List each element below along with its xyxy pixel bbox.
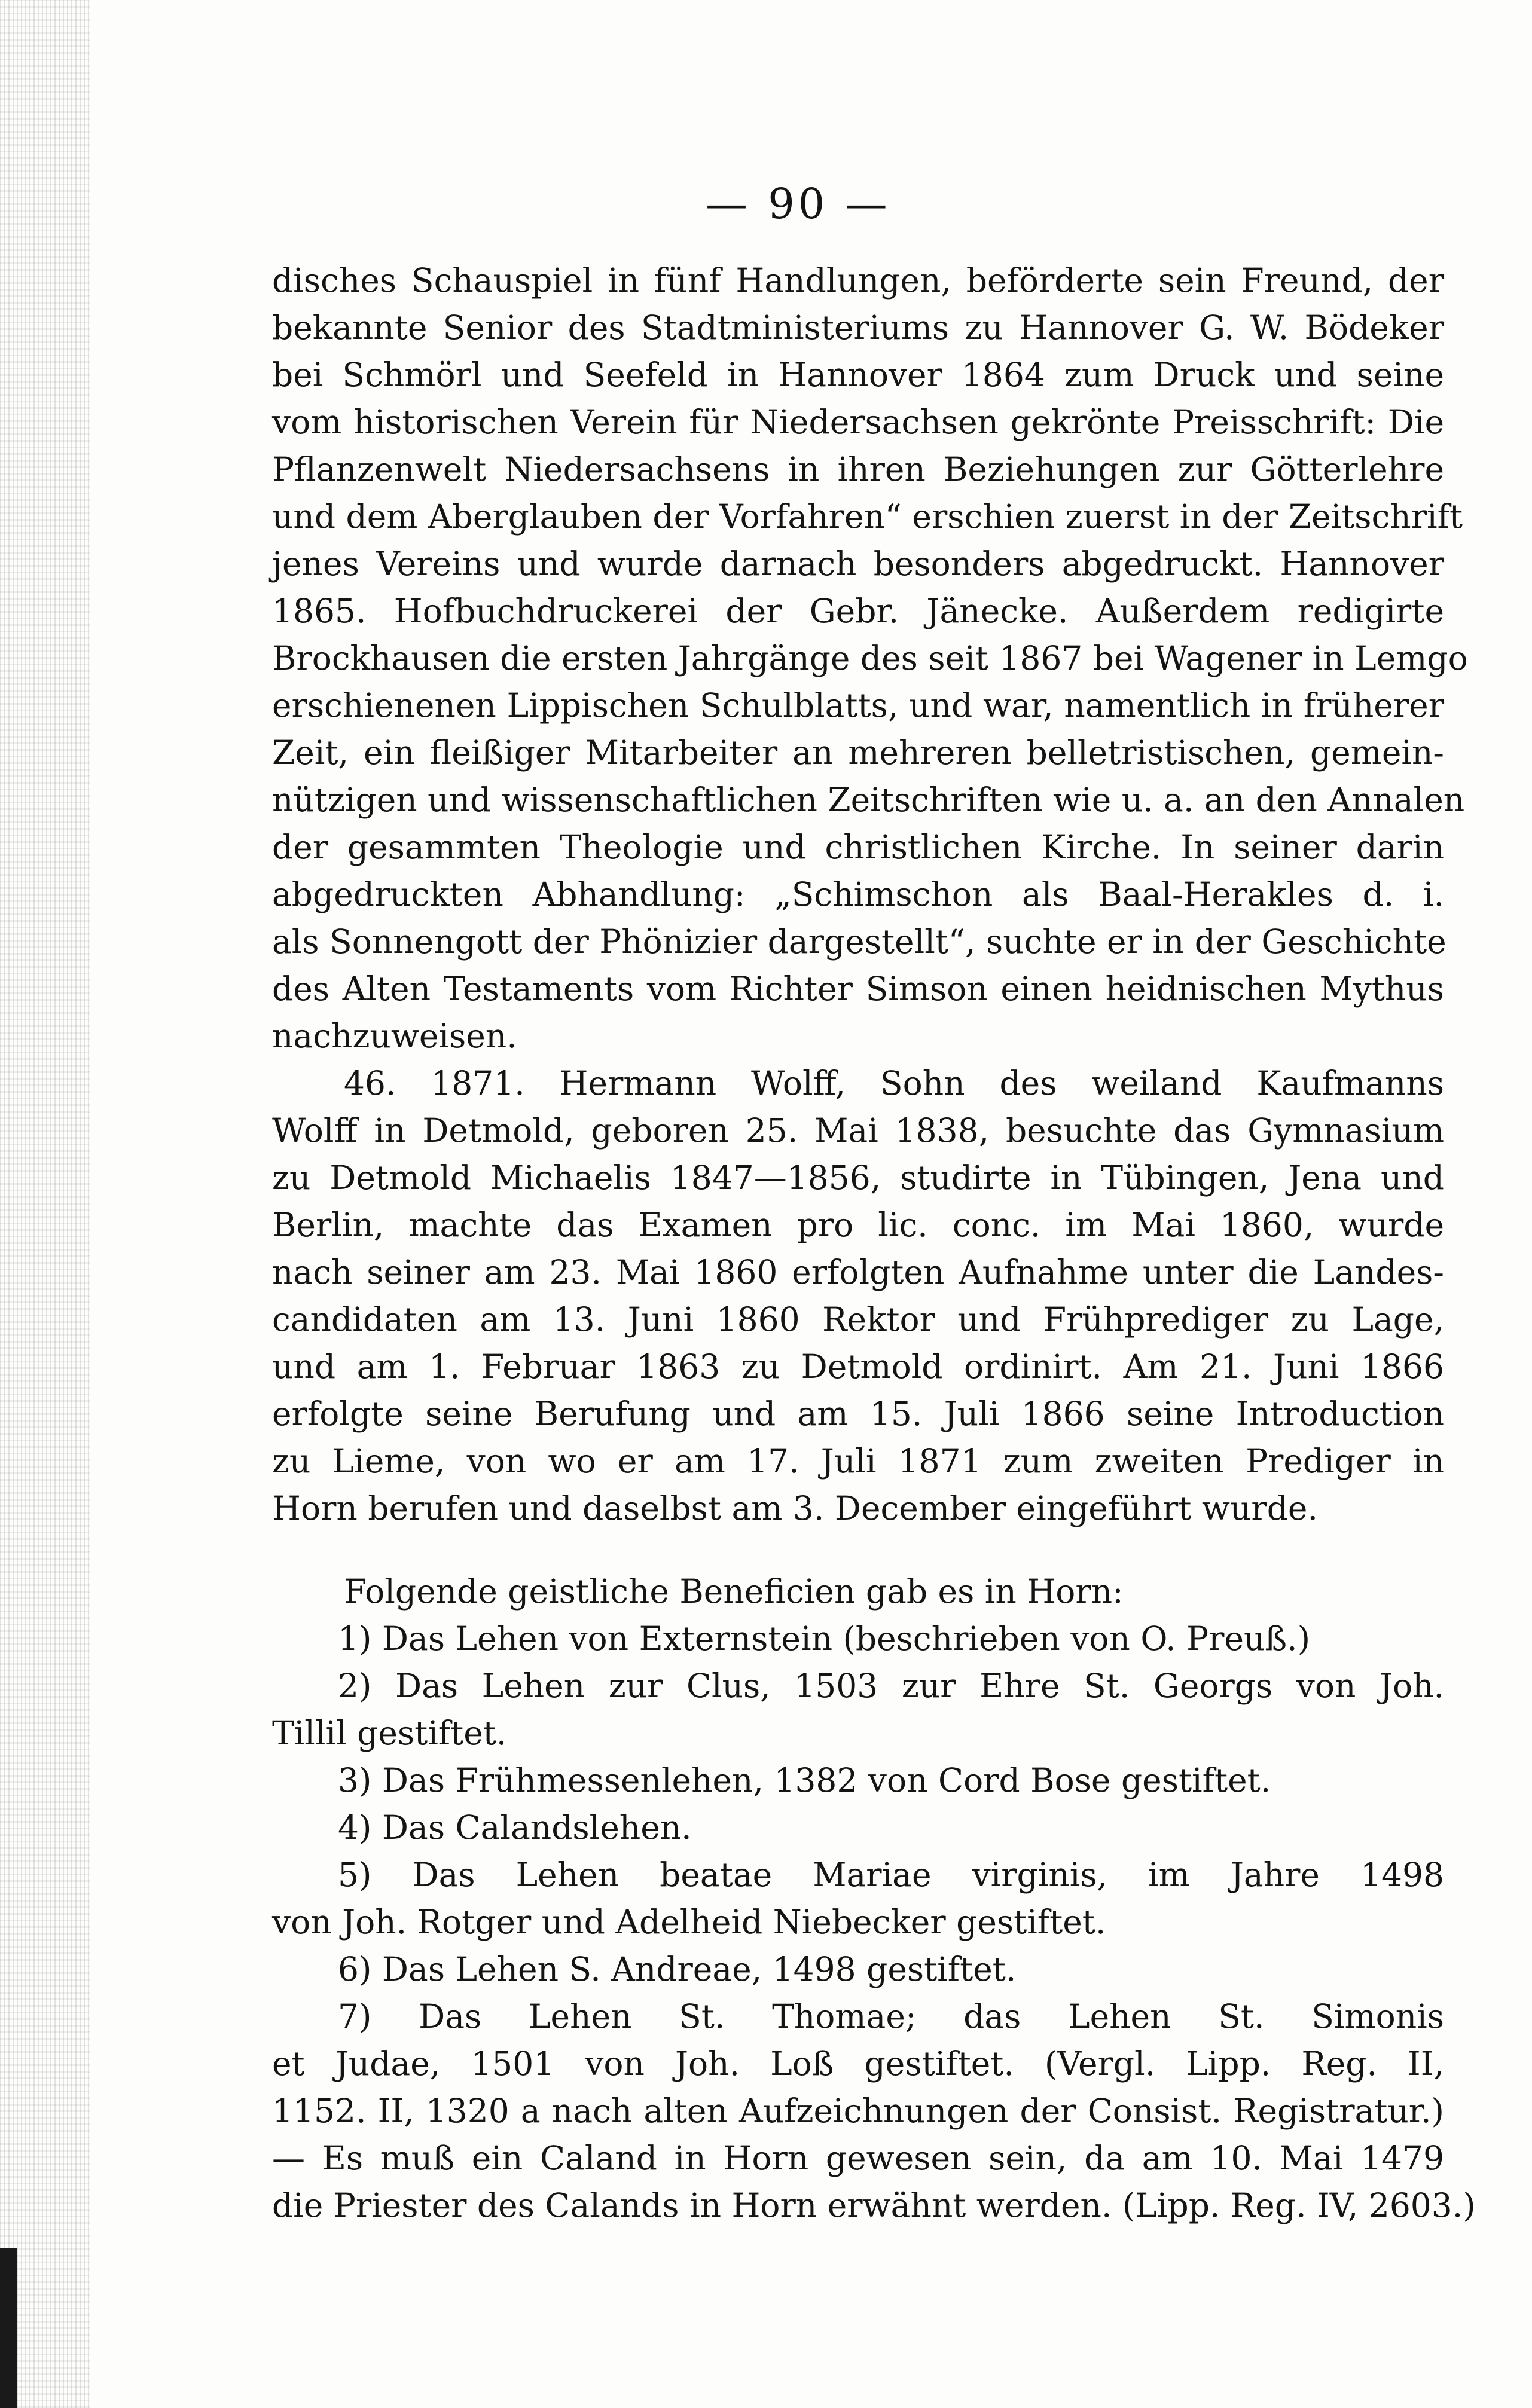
list-item: 7) Das Lehen St. Thomae; das Lehen St. Simonis: [338, 1997, 1444, 2036]
text-line: erschienenen Lippischen Schulblatts, und war, namentlich in früherer: [272, 686, 1444, 725]
list-item: 1) Das Lehen von Externstein (beschrieben von O. Preuß.): [338, 1619, 1311, 1658]
text-line: disches Schauspiel in fünf Handlungen, beförderte sein Freund, der: [272, 261, 1444, 300]
list-item-continuation: Tillil gestiftet.: [272, 1714, 507, 1752]
text-line: bekannte Senior des Stadtministeriums zu Hannover G. W. Bödeker: [272, 308, 1444, 347]
text-line: candidaten am 13. Juni 1860 Rektor und Frühprediger zu Lage,: [272, 1300, 1444, 1339]
list-item: 3) Das Frühmessenlehen, 1382 von Cord Bose gestiftet.: [338, 1761, 1271, 1799]
text-line: — Es muß ein Caland in Horn gewesen sein, da am 10. Mai 1479: [272, 2139, 1444, 2177]
text-line: Berlin, machte das Examen pro lic. conc. im Mai 1860, wurde: [272, 1206, 1444, 1244]
text-line: Pflanzenwelt Niedersachsens in ihren Beziehungen zur Götterlehre: [272, 450, 1444, 488]
page-number: — 90 —: [706, 179, 891, 228]
list-item: 6) Das Lehen S. Andreae, 1498 gestiftet.: [338, 1950, 1017, 1988]
entry-heading-line: 46. 1871. Hermann Wolff, Sohn des weiland Kaufmanns: [344, 1064, 1444, 1102]
text-line: die Priester des Calands in Horn erwähnt werden. (Lipp. Reg. IV, 2603.): [272, 2186, 1476, 2224]
text-line: des Alten Testaments vom Richter Simson einen heidnischen Mythus: [272, 970, 1444, 1008]
page-text: [272, 257, 1476, 2229]
list-item: 2) Das Lehen zur Clus, 1503 zur Ehre St. Georgs von Joh.: [338, 1667, 1444, 1705]
text-line: und dem Aberglauben der Vorfahren“ erschien zuerst in der Zeitschrift: [272, 497, 1463, 536]
text-line: erfolgte seine Berufung und am 15. Juli 1866 seine Introduction: [272, 1395, 1444, 1433]
text-line: vom historischen Verein für Niedersachsen gekrönte Preisschrift: Die: [272, 403, 1444, 441]
text-line: Wolff in Detmold, geboren 25. Mai 1838, besuchte das Gymnasium: [272, 1111, 1444, 1150]
text-line: nachzuweisen.: [272, 1017, 517, 1055]
text-line: zu Detmold Michaelis 1847—1856, studirte in Tübingen, Jena und: [272, 1159, 1444, 1197]
text-line: jenes Vereins und wurde darnach besonders abgedruckt. Hannover: [272, 545, 1444, 583]
text-line: der gesammten Theologie und christlichen Kirche. In seiner darin: [272, 828, 1444, 866]
text-line: und am 1. Februar 1863 zu Detmold ordinirt. Am 21. Juni 1866: [272, 1347, 1444, 1386]
scan-edge: [0, 2248, 17, 2408]
scan-gutter: [0, 0, 90, 2408]
list-item-continuation: von Joh. Rotger und Adelheid Niebecker gestiftet.: [272, 1903, 1106, 1941]
text-line: als Sonnengott der Phönizier dargestellt“, suchte er in der Geschichte: [272, 922, 1446, 961]
text-line: 1865. Hofbuchdruckerei der Gebr. Jänecke. Außerdem redigirte: [272, 592, 1444, 630]
text-line: Horn berufen und daselbst am 3. December eingeführt wurde.: [272, 1489, 1318, 1527]
text-line: nach seiner am 23. Mai 1860 erfolgten Aufnahme unter die Landes-: [272, 1253, 1444, 1291]
text-line: abgedruckten Abhandlung: „Schimschon als Baal-Herakles d. i.: [272, 875, 1444, 913]
text-line: bei Schmörl und Seefeld in Hannover 1864 zum Druck und seine: [272, 356, 1444, 394]
text-line: Zeit, ein fleißiger Mitarbeiter an mehreren belletristischen, gemein-: [272, 734, 1444, 772]
text-line: zu Lieme, von wo er am 17. Juli 1871 zum zweiten Prediger in: [272, 1442, 1444, 1480]
list-item-continuation: 1152. II, 1320 a nach alten Aufzeichnungen der Consist. Registratur.): [272, 2092, 1444, 2130]
section-intro-line: Folgende geistliche Beneficien gab es in Horn:: [344, 1572, 1124, 1611]
list-item: 5) Das Lehen beatae Mariae virginis, im Jahre 1498: [338, 1856, 1444, 1894]
list-item: 4) Das Calandslehen.: [338, 1808, 692, 1847]
list-item-continuation: et Judae, 1501 von Joh. Loß gestiftet. (Vergl. Lipp. Reg. II,: [272, 2045, 1444, 2083]
text-line: Brockhausen die ersten Jahrgänge des seit 1867 bei Wagener in Lemgo: [272, 639, 1468, 677]
text-line: nützigen und wissenschaftlichen Zeitschriften wie u. a. an den Annalen: [272, 781, 1465, 819]
